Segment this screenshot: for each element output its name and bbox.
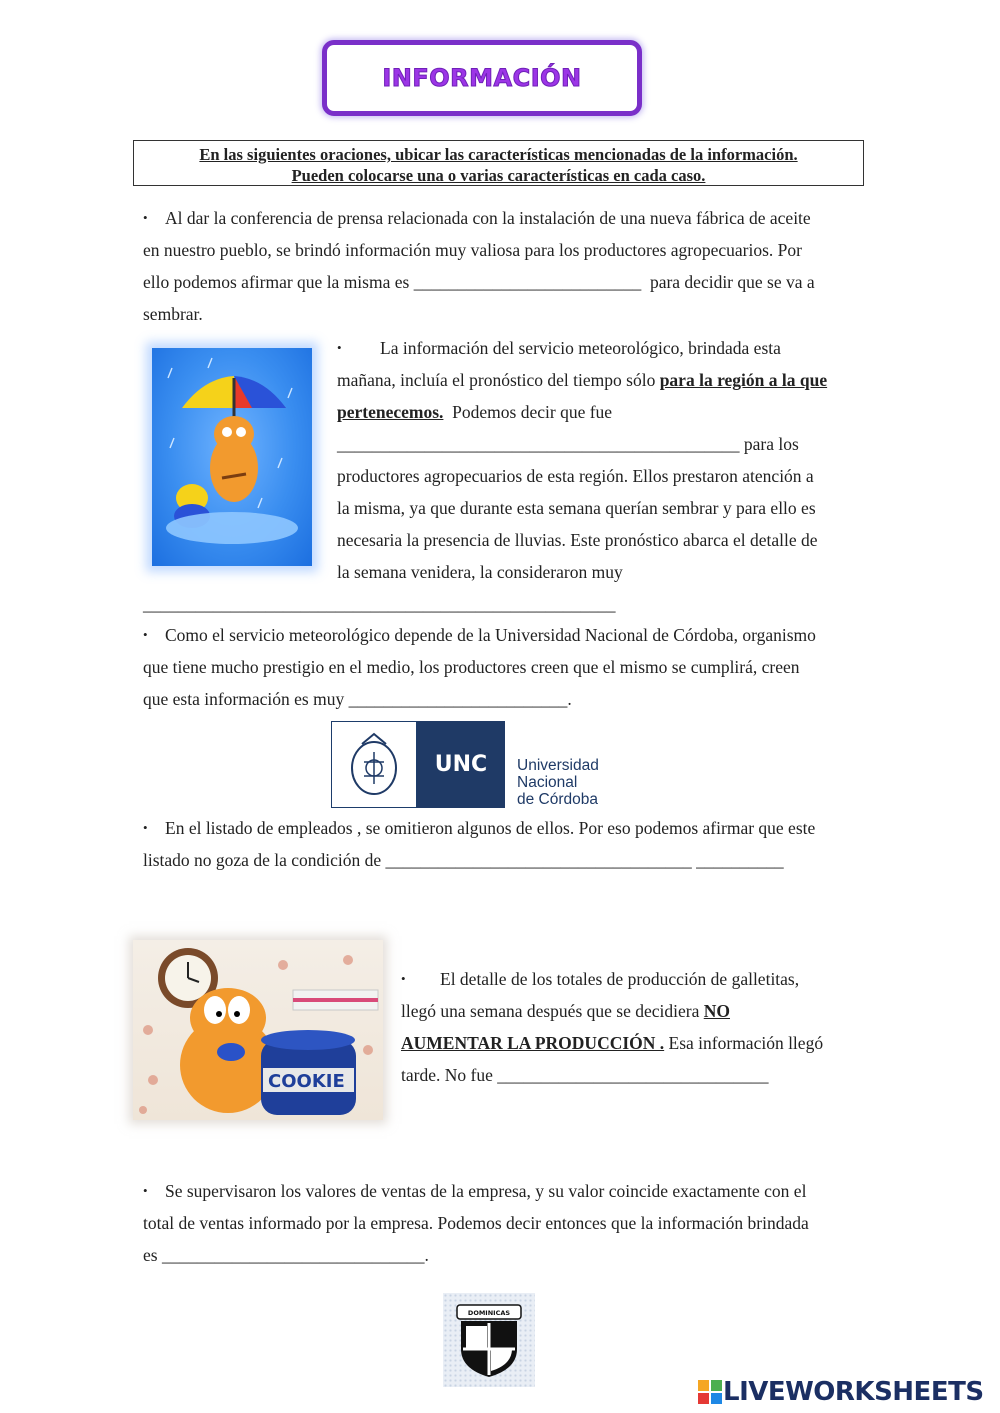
instructions-line-1: En las siguientes oraciones, ubicar las características mencionadas de la información. <box>199 145 798 164</box>
item-2-line-5: productores agropecuarios de esta región. Ellos prestaron atención a <box>337 466 814 486</box>
item-4-answer-blank[interactable]: ___________________________________ __________ <box>385 850 784 870</box>
bullet: • <box>143 627 148 642</box>
emblem-label: DOMINICAS <box>467 1309 511 1317</box>
bullet: • <box>143 210 148 225</box>
unc-name-line-2: Nacional <box>517 774 578 791</box>
bullet: • <box>143 1183 148 1198</box>
item-6-line-3: es <box>143 1245 158 1265</box>
item-1-line-4: sembrar. <box>143 304 203 324</box>
item-3-line-2: que tiene mucho prestigio en el medio, los productores creen que el mismo se cumplirá, creen <box>143 657 800 677</box>
item-5-line-3: Esa información llegó <box>664 1033 824 1053</box>
item-2-line-2: mañana, incluía el pronóstico del tiempo sólo <box>337 370 660 390</box>
item-4-line-2: listado no goza de la condición de <box>143 850 382 870</box>
item-6 <box>143 1175 883 1271</box>
item-5-line-4: tarde. No fue <box>401 1065 493 1085</box>
bullet: • <box>337 340 342 355</box>
item-6-period: . <box>424 1245 429 1265</box>
bullet: • <box>143 820 148 835</box>
unc-logo <box>331 721 606 810</box>
item-1-answer-blank[interactable]: __________________________ <box>413 272 642 292</box>
item-3-line-3: que esta información es muy <box>143 689 345 709</box>
item-2-emphasis-1: para la región a la que <box>659 370 828 390</box>
item-1-line-2: en nuestro pueblo, se brindó información muy valiosa para los productores agropecuarios. Por <box>143 240 802 260</box>
item-5-answer-blank[interactable]: _______________________________ <box>497 1065 769 1085</box>
item-2-answer-blank-2[interactable]: ______________________________________________________ <box>143 594 616 614</box>
item-5-line-1: El detalle de los totales de producción de galletitas, <box>440 969 800 989</box>
school-emblem-image <box>443 1293 535 1387</box>
item-3-period: . <box>567 689 572 709</box>
item-4 <box>143 812 883 876</box>
unc-name-line-1: Universidad <box>517 757 599 774</box>
instructions-line-2: Pueden colocarse una o varias características en cada caso. <box>291 166 706 185</box>
item-2-line-1: La información del servicio meteorológico, brindada esta <box>380 338 781 358</box>
item-3-answer-blank[interactable]: _________________________ <box>348 689 568 709</box>
item-3-line-1: Como el servicio meteorológico depende de la Universidad Nacional de Córdoba, organismo <box>165 625 816 645</box>
instructions-box <box>133 140 864 186</box>
item-5-emphasis-1: NO <box>703 1001 730 1021</box>
item-6-line-2: total de ventas informado por la empresa. Podemos decir entonces que la información brindada <box>143 1213 809 1233</box>
unc-full-name <box>517 757 617 808</box>
item-6-line-1: Se supervisaron los valores de ventas de la empresa, y su valor coincide exactamente con el <box>165 1181 807 1201</box>
item-6-answer-blank[interactable]: ______________________________ <box>161 1245 425 1265</box>
unc-abbreviation: UNC <box>417 721 505 808</box>
item-5-line-2: llegó una semana después que se decidiera <box>401 1001 704 1021</box>
item-2-emphasis-2: pertenecemos. <box>337 402 444 422</box>
item-2-line-6: la misma, ya que durante esta semana querían sembrar y para ello es <box>337 498 816 518</box>
item-2-answer-blank-1[interactable]: ______________________________________________ <box>337 434 740 454</box>
item-1 <box>143 202 863 330</box>
page-title: INFORMACIÓN <box>382 64 582 92</box>
unc-crest-icon <box>331 721 417 808</box>
garfield-cookie-image <box>133 940 383 1120</box>
item-3 <box>143 619 883 715</box>
liveworksheets-logo-icon <box>697 1379 723 1405</box>
cookie-jar-label: COOKIE <box>268 1071 345 1092</box>
item-2-line-7: necesaria la presencia de lluvias. Este pronóstico abarca el detalle de <box>337 530 818 550</box>
item-1-line-1: Al dar la conferencia de prensa relacionada con la instalación de una nueva fábrica de aceite <box>165 208 811 228</box>
unc-name-line-3: de Córdoba <box>517 791 599 808</box>
liveworksheets-watermark <box>697 1377 984 1407</box>
item-2-line-4: para los <box>743 434 799 454</box>
bullet: • <box>401 971 406 986</box>
watermark-text: LIVEWORKSHEETS <box>723 1377 984 1407</box>
item-2-line-8: la semana venidera, la consideraron muy <box>337 562 623 582</box>
garfield-umbrella-image <box>152 348 312 566</box>
title-badge <box>322 40 642 116</box>
item-2-line-3: Podemos decir que fue <box>452 402 613 422</box>
item-4-line-1: En el listado de empleados , se omitieron algunos de ellos. Por eso podemos afirmar que este <box>165 818 816 838</box>
item-1-line-3-end: para decidir que se va a <box>649 272 815 292</box>
item-5-emphasis-2: AUMENTAR LA PRODUCCIÓN . <box>401 1033 665 1053</box>
item-2 <box>337 332 867 588</box>
item-5 <box>401 963 871 1091</box>
item-1-line-3: ello podemos afirmar que la misma es <box>143 272 410 292</box>
